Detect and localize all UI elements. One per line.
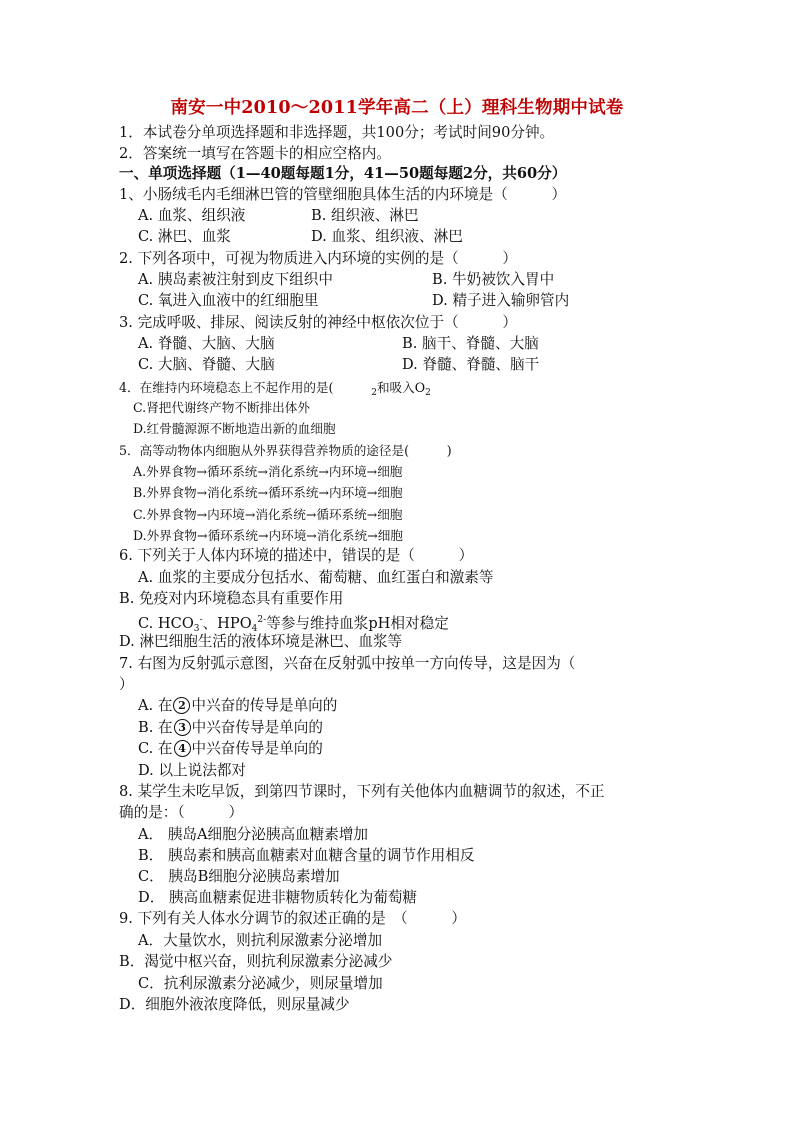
q4-stem-text-2: 和吸入O	[376, 380, 426, 395]
note-2: 2．答案统一填写在答题卡的相应空格内。	[119, 145, 391, 162]
q3-option-a: A. 脊髓、大脑、大脑	[138, 335, 275, 352]
q6-c-subscript-1: 3	[193, 624, 200, 634]
q6-c-text: C. HCO	[138, 615, 194, 632]
q7-a-text: A. 在	[138, 697, 173, 714]
q4-stem-subscript-2: 2	[425, 388, 431, 398]
q1-option-c: C. 淋巴、血浆	[138, 228, 231, 245]
q2-option-d: D. 精子进入输卵管内	[432, 292, 570, 309]
q5-option-a: A.外界食物→循环系统→消化系统→内环境→细胞	[133, 464, 403, 479]
circled-number-icon: 3	[174, 719, 191, 736]
q5-option-b: B.外界食物→消化系统→循环系统→内环境→细胞	[133, 485, 403, 500]
q7-a-text-2: 中兴奋的传导是单向的	[191, 697, 338, 714]
q2-option-b: B. 牛奶被饮入胃中	[432, 271, 555, 288]
q1-option-b: B. 组织液、淋巴	[311, 207, 419, 224]
q7-stem-line-2: ）	[119, 676, 134, 693]
exam-title: 南安一中2010～2011学年高二（上）理科生物期中试卷	[170, 98, 624, 118]
q2-stem: 2. 下列各项中，可视为物质进入内环境的实例的是（ ）	[119, 250, 518, 267]
q6-c-superscript-1: -	[199, 615, 203, 625]
q9-option-b: B．渴觉中枢兴奋，则抗利尿激素分泌减少	[119, 953, 393, 970]
q4-option-c: C.肾把代谢终产物不断排出体外	[133, 400, 310, 415]
q9-stem: 9. 下列有关人体水分调节的叙述正确的是 （ ）	[119, 910, 466, 927]
q6-c-superscript-2: 2-	[257, 615, 267, 625]
q5-stem: 5．高等动物体内细胞从外界获得营养物质的途径是( )	[119, 443, 452, 458]
q8-option-a: A． 胰岛A细胞分泌胰高血糖素增加	[138, 826, 369, 843]
circled-number-icon: 4	[174, 740, 191, 757]
q7-stem-line-1: 7. 右图为反射弧示意图，兴奋在反射弧中按单一方向传导，这是因为（	[119, 655, 576, 672]
q9-option-d: D．细胞外液浓度降低，则尿量减少	[119, 996, 350, 1013]
q8-option-d: D． 胰高血糖素促进非糖物质转化为葡萄糖	[138, 889, 418, 906]
q9-option-c: C．抗利尿激素分泌减少，则尿量增加	[138, 975, 383, 992]
q3-option-c: C. 大脑、脊髓、大脑	[138, 356, 275, 373]
q7-option-a	[138, 696, 337, 716]
q8-stem-line-2: 确的是：（ ）	[119, 804, 244, 821]
section-heading: 一、单项选择题（1—40题每题1分，41—50题每题2分，共60分）	[119, 165, 567, 182]
q6-c-text-3: 等参与维持血浆pH相对稳定	[266, 615, 449, 632]
q1-stem: 1、小肠绒毛内毛细淋巴管的管壁细胞具体生活的内环境是（ ）	[119, 186, 567, 203]
q6-c-subscript-2: 4	[251, 624, 258, 634]
q1-option-d: D. 血浆、组织液、淋巴	[311, 228, 463, 245]
q2-option-a: A. 胰岛素被注射到皮下组织中	[138, 271, 333, 288]
q6-option-d: D. 淋巴细胞生活的液体环境是淋巴、血浆等	[119, 633, 403, 650]
q3-stem: 3. 完成呼吸、排尿、阅读反射的神经中枢依次位于（ ）	[119, 314, 518, 331]
q1-option-a: A. 血浆、组织液	[138, 207, 246, 224]
q9-option-a: A．大量饮水，则抗利尿激素分泌增加	[138, 932, 383, 949]
q7-option-c	[138, 739, 323, 759]
q7-option-d: D. 以上说法都对	[138, 762, 247, 779]
q5-option-c: C.外界食物→内环境→消化系统→循环系统→细胞	[133, 507, 403, 522]
q6-option-a: A. 血浆的主要成分包括水、葡萄糖、血红蛋白和激素等	[138, 569, 494, 586]
q6-c-text-2: 、HPO	[202, 615, 252, 632]
q4-option-d: D.红骨髓源源不断地造出新的血细胞	[133, 421, 336, 436]
q8-stem-line-1: 8. 某学生未吃早饭，到第四节课时，下列有关他体内血糖调节的叙述，不正	[119, 783, 605, 800]
q7-option-b	[138, 718, 323, 738]
q2-option-c: C. 氧进入血液中的红细胞里	[138, 292, 319, 309]
q5-option-d: D.外界食物→循环系统→内环境→消化系统→细胞	[133, 528, 403, 543]
q4-stem-text: 4．在维持内环境稳态上不起作用的是(	[119, 380, 372, 395]
q7-c-text: C. 在	[138, 740, 173, 757]
q7-b-text: B. 在	[138, 719, 173, 736]
note-1: 1．本试卷分单项选择题和非选择题，共100分；考试时间90分钟。	[119, 124, 555, 141]
q3-option-b: B. 脑干、脊髓、大脑	[402, 335, 539, 352]
q3-option-d: D. 脊髓、脊髓、脑干	[402, 356, 540, 373]
q6-option-b: B. 免疫对内环境稳态具有重要作用	[119, 590, 344, 607]
q7-b-text-2: 中兴奋传导是单向的	[191, 719, 323, 736]
q8-option-b: B． 胰岛素和胰高血糖素对血糖含量的调节作用相反	[138, 847, 475, 864]
q6-stem: 6. 下列关于人体内环境的描述中，错误的是（ ）	[119, 547, 474, 564]
q4-stem-subscript: 2	[371, 388, 377, 398]
q7-c-text-2: 中兴奋传导是单向的	[191, 740, 323, 757]
circled-number-icon: 2	[173, 697, 190, 714]
q8-option-c: C． 胰岛B细胞分泌胰岛素增加	[138, 868, 340, 885]
